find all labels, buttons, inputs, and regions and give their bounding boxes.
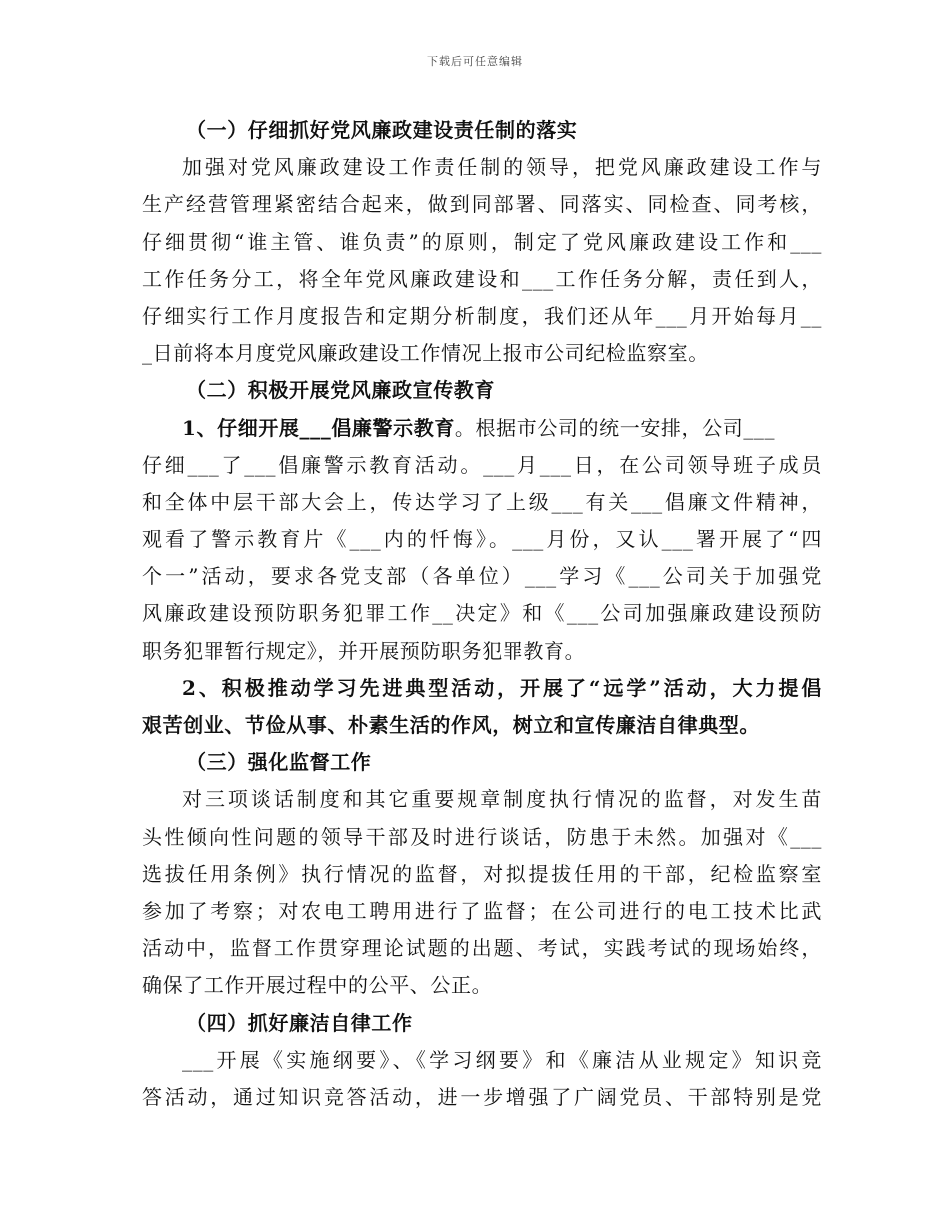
paragraph-line: 加强对党风廉政建设工作责任制的领导，把党风廉政建设工作与 (182, 155, 822, 180)
paragraph-line: 活动中，监督工作贯穿理论试题的出题、考试，实践考试的现场始终， (142, 936, 822, 961)
paragraph-line: 仔细___了___倡廉警示教育活动。___月___日，在公司领导班子成员 (142, 452, 822, 477)
page-header-note: 下载后可任意编辑 (427, 55, 523, 68)
paragraph-line: 选拔任用条例》执行情况的监督，对拟提拔任用的干部，纪检监察室 (142, 861, 822, 886)
paragraph-line: 职务犯罪暂行规定》，并开展预防职务犯罪教育。 (142, 638, 586, 663)
paragraph-line: 参加了考察；对农电工聘用进行了监督；在公司进行的电工技术比武 (142, 898, 822, 923)
section-heading-1: （一）仔细抓好党风廉政建设责任制的落实 (186, 118, 578, 142)
paragraph-line: 确保了工作开展过程中的公平、公正。 (142, 973, 493, 998)
paragraph-line-mixed (142, 410, 822, 447)
paragraph-line: ___开展《实施纲要》、《学习纲要》和《廉洁从业规定》知识竞 (182, 1047, 822, 1072)
paragraph-line: 工作任务分工，将全年党风廉政建设和___工作任务分解，责任到人， (142, 266, 822, 291)
paragraph-line: 观看了警示教育片《___内的忏悔》。___月份，又认___署开展了“四 (142, 527, 822, 552)
paragraph-line: 个一”活动，要求各党支部（各单位）___学习《___公司关于加强党 (142, 564, 822, 589)
document-body (142, 112, 822, 1116)
paragraph-line: 生产经营管理紧密结合起来，做到同部署、同落实、同检查、同考核， (142, 192, 822, 217)
section-heading-2: （二）积极开展党风廉政宣传教育 (186, 378, 495, 403)
section-heading-3: （三）强化监督工作 (186, 750, 372, 775)
bold-paragraph-line: 艰苦创业、节俭从事、朴素生活的作风，树立和宣传廉洁自律典型。 (142, 713, 760, 737)
paragraph-line: 仔细实行工作月度报告和定期分析制度，我们还从年___月开始每月__ (142, 303, 822, 328)
paragraph-line: 和全体中层干部大会上，传达学习了上级___有关___倡廉文件精神， (142, 489, 822, 514)
paragraph-line: 风廉政建设预防职务犯罪工作__决定》和《___公司加强廉政建设预防 (142, 601, 822, 626)
bold-lead-text: 1、仔细开展___倡廉警示教育 (182, 415, 455, 440)
paragraph-line: _日前将本月度党风廉政建设工作情况上报市公司纪检监察室。 (142, 341, 709, 366)
bold-paragraph-line: 2、积极推动学习先进典型活动，开展了“远学”活动，大力提倡 (182, 675, 822, 700)
paragraph-line: 答活动，通过知识竞答活动，进一步增强了广阔党员、干部特别是党 (142, 1084, 822, 1109)
paragraph-line: 头性倾向性问题的领导干部及时进行谈话，防患于未然。加强对《___ (142, 824, 822, 849)
paragraph-text: 。根据市公司的统一安排，公司___ (454, 415, 776, 440)
section-heading-4: （四）抓好廉洁自律工作 (186, 1010, 413, 1035)
paragraph-line: 仔细贯彻“谁主管、谁负责”的原则，制定了党风廉政建设工作和___ (142, 229, 822, 254)
paragraph-line: 对三项谈话制度和其它重要规章制度执行情况的监督，对发生苗 (182, 787, 822, 812)
